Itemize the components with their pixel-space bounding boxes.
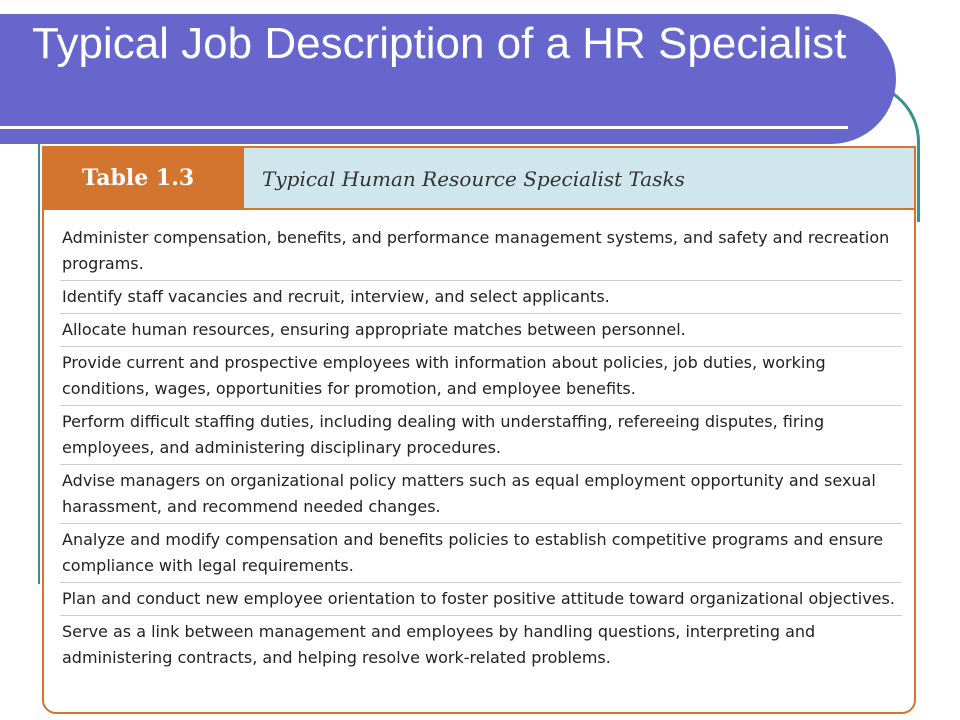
task-item: Administer compensation, benefits, and performance management systems, and safety and recreation programs. <box>60 222 902 281</box>
task-item: Plan and conduct new employee orientation to foster positive attitude toward organizational objectives. <box>60 583 902 616</box>
task-item: Serve as a link between management and employees by handling questions, interpreting and administering contracts, and helping resolve work-related problems. <box>62 622 816 667</box>
slide-title: Typical Job Description of a HR Specialist <box>32 19 847 68</box>
side-accent-line <box>38 144 40 584</box>
title-underline <box>0 126 848 129</box>
table-header <box>44 148 914 210</box>
task-list <box>60 222 902 674</box>
task-item: Allocate human resources, ensuring appropriate matches between personnel. <box>60 314 902 347</box>
table-caption: Typical Human Resource Specialist Tasks <box>244 148 914 208</box>
task-item: Perform difficult staffing duties, including dealing with understaffing, refereeing disputes, firing employees, and administering disciplinary procedures. <box>60 406 902 465</box>
task-item: Identify staff vacancies and recruit, interview, and select applicants. <box>60 281 902 314</box>
table-number: Table 1.3 <box>44 148 244 208</box>
header-divider <box>44 208 914 210</box>
task-item: Analyze and modify compensation and benefits policies to establish competitive programs and ensure compliance with legal requirements. <box>60 524 902 583</box>
task-table <box>42 146 916 714</box>
task-item: Provide current and prospective employees with information about policies, job duties, working conditions, wages, opportunities for promotion, and employee benefits. <box>60 347 902 406</box>
task-item: Advise managers on organizational policy matters such as equal employment opportunity and sexual harassment, and recommend needed changes. <box>60 465 902 524</box>
